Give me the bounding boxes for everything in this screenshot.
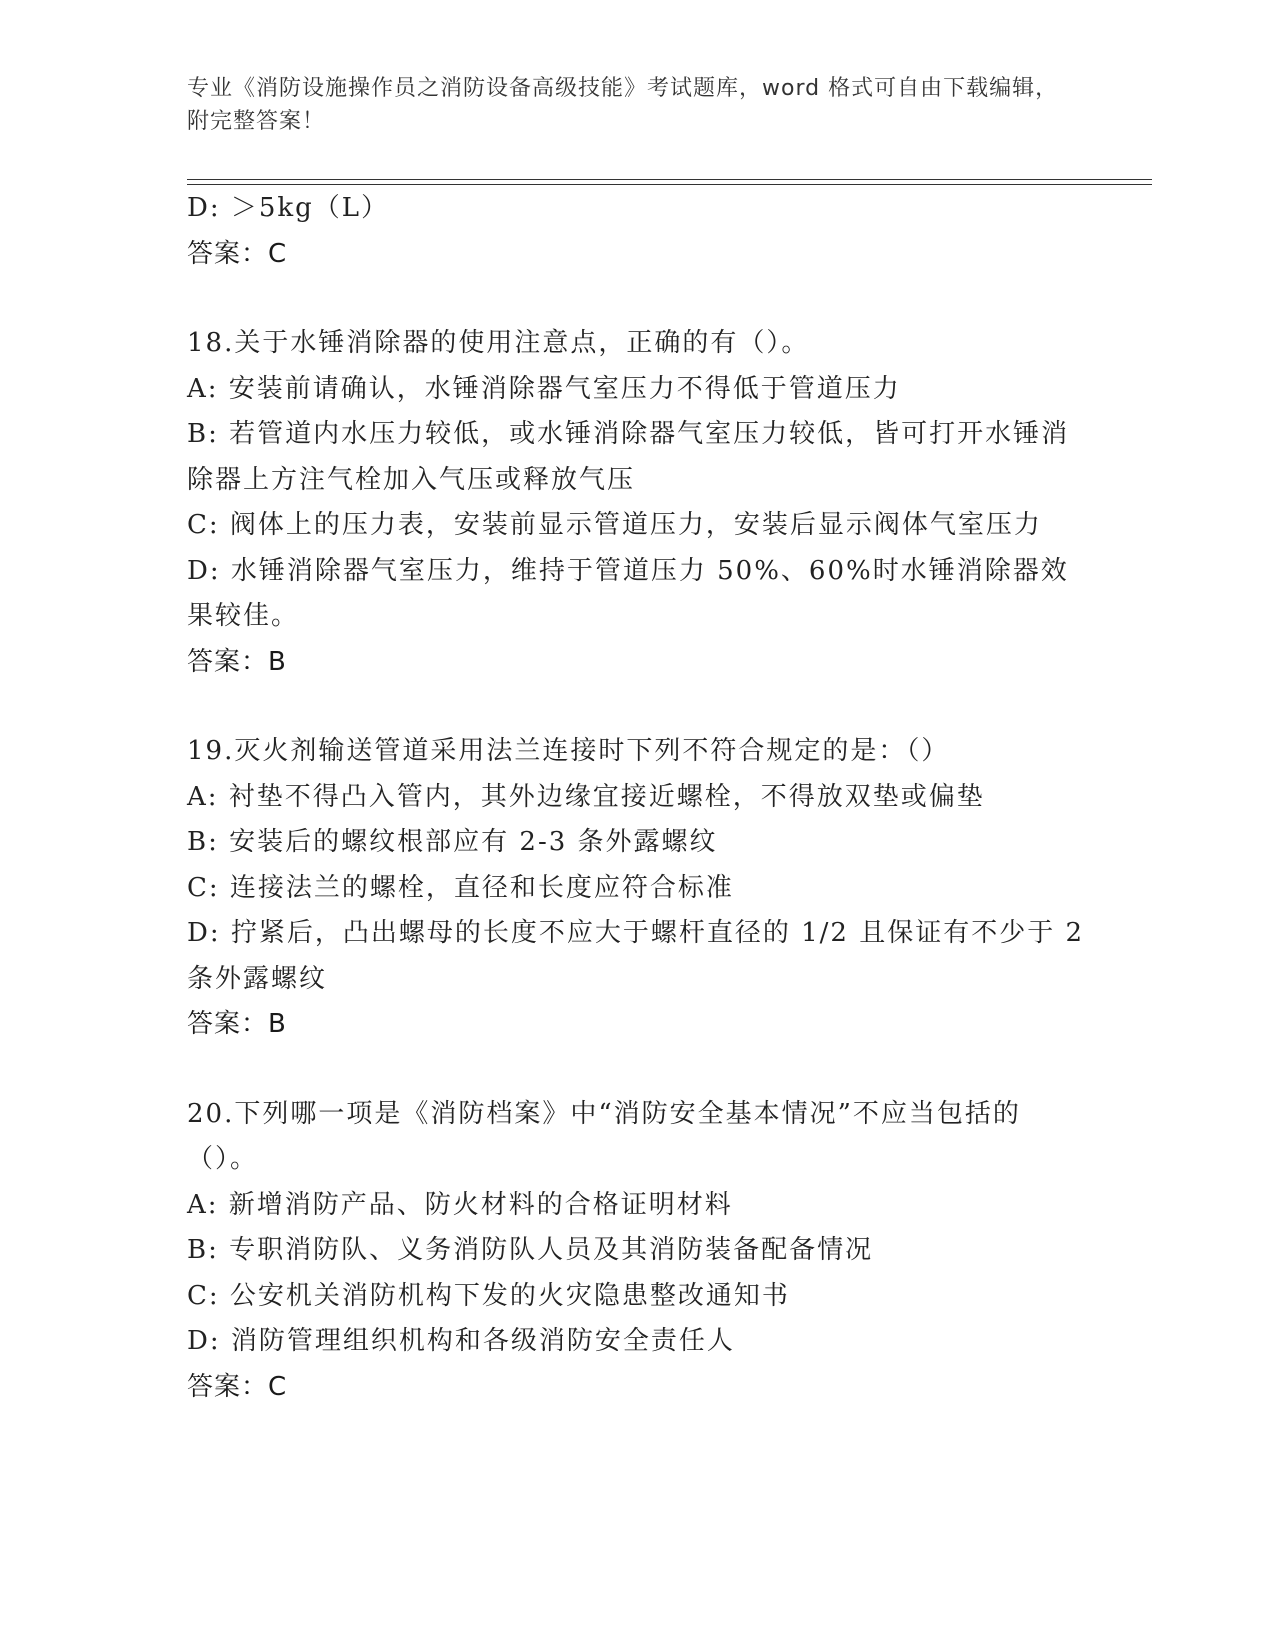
option-c: C: 公安机关消防机构下发的火灾隐患整改通知书	[187, 1280, 790, 1311]
option-d: D: 水锤消除器气室压力，维持于管道压力 50%、60%时水锤消除器效果较佳。	[187, 555, 1069, 631]
document-body	[187, 186, 1087, 1410]
question-stem: 20.下列哪一项是《消防档案》中“消防安全基本情况”不应当包括的（）。	[187, 1098, 1021, 1174]
answer: 答案：C	[187, 238, 288, 269]
answer: 答案：C	[187, 1371, 288, 1402]
header-rule-bottom	[187, 184, 1152, 185]
option-d: D: 拧紧后，凸出螺母的长度不应大于螺杆直径的 1/2 且保证有不少于 2 条外露螺纹	[187, 918, 1085, 994]
option-b: B: 专职消防队、义务消防队人员及其消防装备配备情况	[187, 1235, 874, 1265]
option-b: B: 若管道内水压力较低，或水锤消除器气室压力较低，皆可打开水锤消除器上方注气栓加入气压或释放气压	[187, 419, 1070, 495]
question-20	[187, 1092, 1087, 1411]
header-rule-top	[187, 179, 1152, 180]
answer: 答案：B	[187, 1009, 287, 1039]
option-a: A: 衬垫不得凸入管内，其外边缘宜接近螺栓，不得放双垫或偏垫	[187, 781, 985, 812]
option-c: C: 连接法兰的螺栓，直径和长度应符合标准	[187, 872, 734, 903]
option-b: B: 安装后的螺纹根部应有 2-3 条外露螺纹	[187, 827, 718, 857]
question-17-tail	[187, 186, 1087, 277]
option-d: D: 消防管理组织机构和各级消防安全责任人	[187, 1326, 735, 1356]
question-19	[187, 729, 1087, 1048]
option-a: A: 安装前请确认，水锤消除器气室压力不得低于管道压力	[187, 373, 901, 404]
option-a: A: 新增消防产品、防火材料的合格证明材料	[187, 1189, 733, 1220]
question-stem: 18.关于水锤消除器的使用注意点，正确的有（）。	[187, 328, 810, 358]
question-stem: 19.灭火剂输送管道采用法兰连接时下列不符合规定的是：（）	[187, 736, 950, 766]
page-header: 专业《消防设施操作员之消防设备高级技能》考试题库，word 格式可自由下载编辑，附完整答案！	[187, 76, 1059, 134]
question-18	[187, 321, 1087, 685]
option-c: C: 阀体上的压力表，安装前显示管道压力，安装后显示阀体气室压力	[187, 510, 1042, 540]
option-d: D: ＞5kg（L）	[187, 193, 390, 223]
answer: 答案：B	[187, 646, 287, 677]
